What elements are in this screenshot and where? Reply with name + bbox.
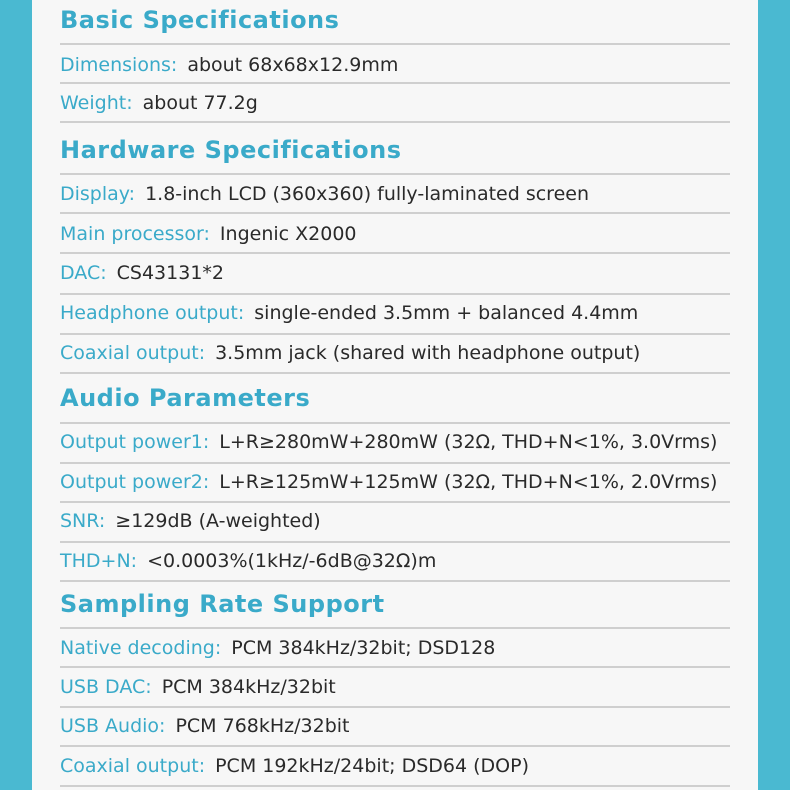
spec-value: PCM 768kHz/32bit: [175, 715, 350, 737]
divider: [60, 293, 730, 295]
spec-value: 1.8-inch LCD (360x360) fully-laminated screen: [145, 183, 589, 205]
spec-row-coaxial-output-sampling: [60, 755, 730, 777]
spec-value: about 77.2g: [142, 92, 258, 114]
divider: [60, 462, 730, 464]
spec-value: about 68x68x12.9mm: [187, 54, 399, 76]
spec-separator: :: [202, 431, 210, 453]
divider: [60, 745, 730, 747]
divider: [60, 82, 730, 84]
spec-separator: :: [202, 471, 210, 493]
divider: [60, 212, 730, 214]
spec-value: L+R≥280mW+280mW (32Ω, THD+N<1%, 3.0Vrms): [219, 431, 718, 453]
spec-label: USB DAC: [60, 676, 146, 698]
spec-label: DAC: [60, 262, 101, 284]
spec-separator: :: [98, 510, 106, 532]
spec-label: USB Audio: [60, 715, 160, 737]
spec-separator: :: [203, 223, 210, 245]
spec-label: Output power2: [60, 471, 203, 493]
spec-row-display: [60, 183, 730, 205]
spec-row-usb-dac: [60, 676, 730, 698]
divider: [60, 422, 730, 424]
divider: [60, 372, 730, 374]
spec-separator: :: [214, 637, 222, 659]
spec-value: <0.0003%(1kHz/-6dB@32Ω)m: [147, 550, 437, 572]
spec-value: 3.5mm jack (shared with headphone output): [215, 342, 641, 364]
divider: [60, 541, 730, 543]
section-heading-hardware: Hardware Specifications: [60, 136, 402, 164]
spec-row-usb-audio: [60, 715, 730, 737]
spec-separator: :: [198, 342, 206, 364]
section-heading-audio: Audio Parameters: [60, 384, 311, 412]
divider: [60, 666, 730, 668]
spec-separator: :: [145, 676, 152, 698]
spec-separator: :: [159, 715, 166, 737]
divider: [60, 580, 730, 582]
spec-value: single-ended 3.5mm + balanced 4.4mm: [254, 302, 639, 324]
spec-label: Coaxial output: [60, 755, 199, 777]
divider: [60, 252, 730, 254]
divider: [60, 173, 730, 175]
spec-row-output-power2: [60, 471, 730, 493]
spec-row-output-power1: [60, 431, 730, 453]
spec-value: PCM 192kHz/24bit; DSD64 (DOP): [215, 755, 529, 777]
divider: [60, 333, 730, 335]
spec-label: Output power1: [60, 431, 203, 453]
spec-row-dac: [60, 262, 730, 284]
spec-separator: :: [198, 755, 206, 777]
section-heading-basic: Basic Specifications: [60, 6, 340, 34]
spec-label: Dimensions: [60, 54, 171, 76]
section-heading-sampling: Sampling Rate Support: [60, 590, 385, 618]
spec-row-thd-n: [60, 550, 730, 572]
spec-label: Coaxial output: [60, 342, 199, 364]
divider: [60, 121, 730, 123]
spec-value: PCM 384kHz/32bit; DSD128: [231, 637, 496, 659]
spec-row-headphone-output: [60, 302, 730, 324]
spec-row-dimensions: [60, 54, 730, 76]
spec-separator: :: [128, 183, 136, 205]
spec-separator: :: [100, 262, 107, 284]
spec-label: Display: [60, 183, 129, 205]
spec-label: Main processor: [60, 223, 204, 245]
spec-value: L+R≥125mW+125mW (32Ω, THD+N<1%, 2.0Vrms): [219, 471, 718, 493]
divider: [60, 785, 730, 787]
spec-row-weight: [60, 92, 730, 114]
spec-row-main-processor: [60, 223, 730, 245]
spec-label: THD+N: [60, 550, 131, 572]
spec-panel: [32, 0, 758, 790]
spec-label: Native decoding: [60, 637, 215, 659]
spec-separator: :: [170, 54, 178, 76]
spec-value: PCM 384kHz/32bit: [161, 676, 336, 698]
divider: [60, 706, 730, 708]
spec-label: SNR: [60, 510, 99, 532]
spec-label: Weight: [60, 92, 127, 114]
divider: [60, 501, 730, 503]
spec-row-coaxial-output: [60, 342, 730, 364]
spec-separator: :: [130, 550, 138, 572]
divider: [60, 43, 730, 45]
spec-row-snr: [60, 510, 730, 532]
spec-value: ≥129dB (A-weighted): [115, 510, 321, 532]
spec-value: Ingenic X2000: [219, 223, 357, 245]
spec-separator: :: [126, 92, 133, 114]
spec-label: Headphone output: [60, 302, 238, 324]
spec-row-native-decoding: [60, 637, 730, 659]
divider: [60, 627, 730, 629]
spec-value: CS43131*2: [116, 262, 224, 284]
spec-separator: :: [237, 302, 245, 324]
